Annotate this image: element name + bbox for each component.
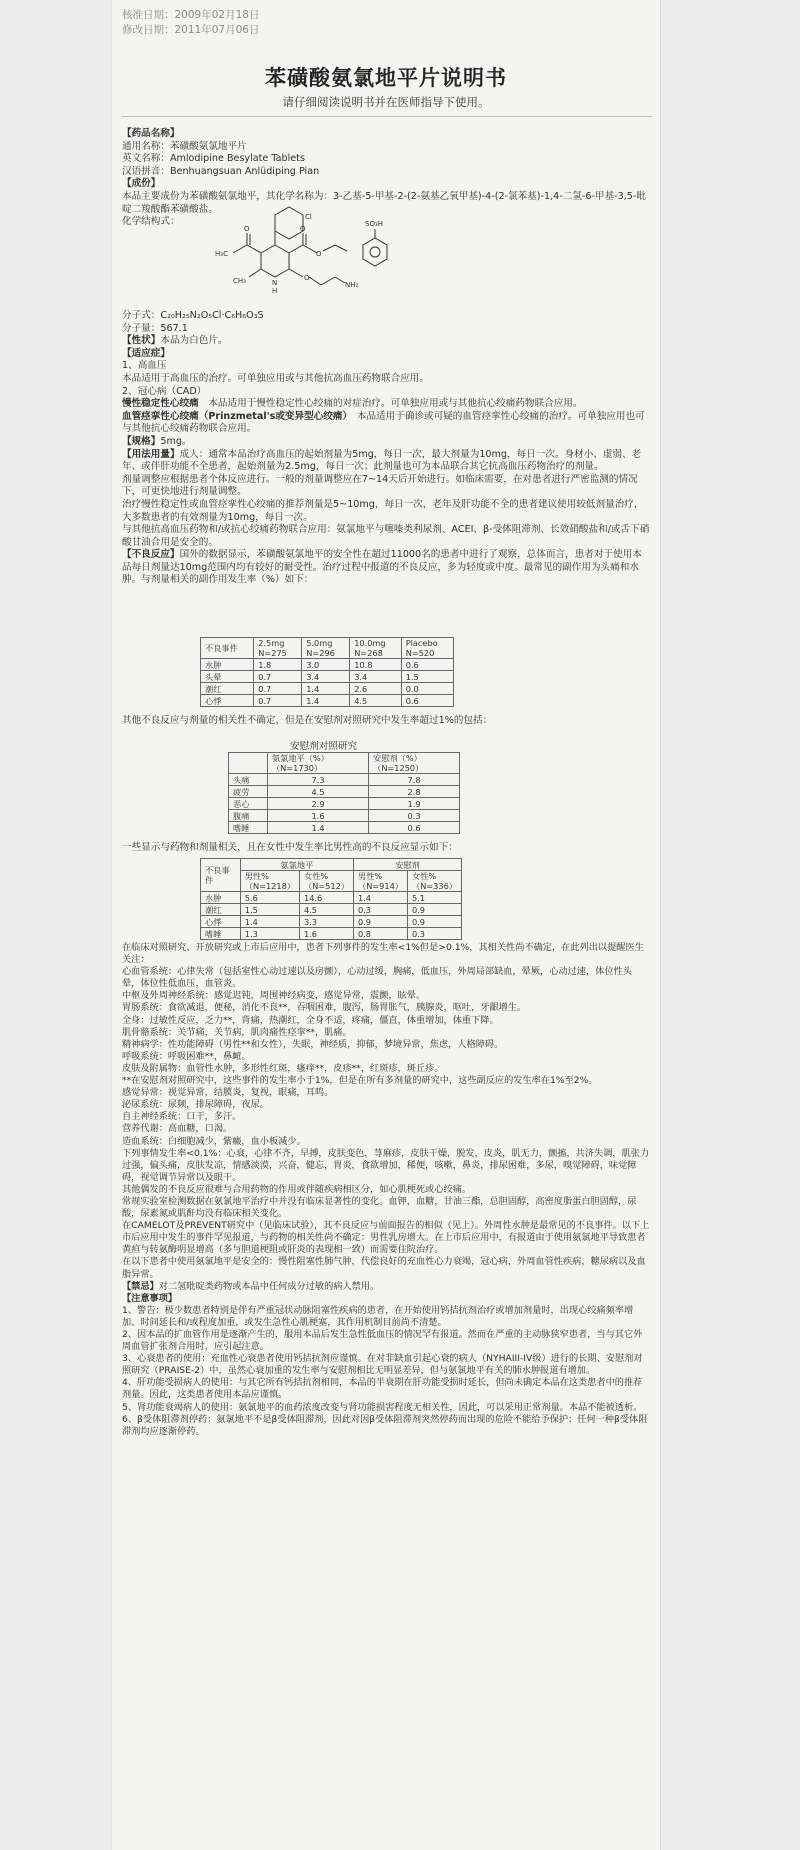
adverse-line: 皮肤及附属物：血管性水肿，多形性红斑，瘙痒**，皮疹**，红斑疹，斑丘疹。 — [122, 1062, 444, 1074]
adverse-line: 中枢及外周神经系统：感觉迟钝，周围神经病变，感觉异常，震颤，眩晕。 — [122, 990, 426, 1002]
table-row: 潮红 0.7 1.4 2.6 0.0 — [201, 683, 454, 695]
adverse-line: 胃肠系统：食欲减退，便秘，消化不良**，吞咽困难，腹泻，肠胃胀气，胰腺炎，呕吐，牙龈增生。 — [122, 1002, 527, 1014]
chem-label-ch3: CH₃ — [233, 277, 246, 285]
generic-name: 通用名称：苯磺酸氨氯地平片 — [122, 140, 247, 152]
spec-heading: 【规格】 — [122, 435, 161, 447]
approval-date: 核准日期：2009年02月18日 — [122, 9, 260, 21]
adverse-line: 精神病学：性功能障碍（男性**和女性），失眠，神经质，抑郁，梦境异常，焦虑，人格障碍。 — [122, 1038, 504, 1050]
adverse-line: **在安慰剂对照研究中，这些事件的发生率小于1%，但是在所有多剂量的研究中，这些副反应的发生率在1%至2%。 — [122, 1075, 598, 1087]
placebo-table-title: 安慰剂对照研究 — [290, 741, 358, 752]
adverse-line: 心血管系统：心律失常（包括室性心动过速以及房颤），心动过缓，胸痛，低血压，外周局部缺血，晕厥，心动过速，体位性头晕，体位性低血压，血管炎。 — [122, 966, 632, 990]
character-text: 本品为白色片。 — [160, 335, 228, 347]
table-row: 疲劳 4.5 2.8 — [229, 786, 460, 798]
adverse-line: 营养代谢：高血糖，口渴。 — [122, 1123, 233, 1135]
dosage-p4: 与其他抗高血压药物和/或抗心绞痛药物联合应用：氨氯地平与噻嗪类利尿剂、ACEI、β-受体阻滞剂、长效硝酸盐和/或舌下硝酸甘油合用是安全的。 — [122, 524, 650, 548]
contra-text: 对二氢吡啶类药物或本品中任何成分过敏的病人禁用。 — [158, 1280, 380, 1292]
chlorophenyl-ring — [275, 207, 303, 239]
table-row: 腹痛 1.6 0.3 — [229, 810, 460, 822]
stable-angina-label: 慢性稳定性心绞痛 — [122, 398, 199, 410]
adverse-p2: 其他不良反应与剂量的相关性不确定，但是在安慰剂对照研究中发生率超过1%的包括： — [122, 715, 493, 726]
chem-label-o2: O — [300, 225, 306, 233]
dosage-p1: 成人：通常本品治疗高血压的起始剂量为5mg，每日一次，最大剂量为10mg，每日一次。身材小、虚弱、老年、或伴肝功能不全患者，起始剂量为2.5mg，每日一次；此剂量也可为本品联合其它抗高血压药物治疗的剂量。 — [122, 448, 642, 473]
table-row: 不良事件 氨氯地平 安慰剂 — [201, 859, 462, 871]
precaution-item: 2、因本品的扩血管作用是逐渐产生的，服用本品后发生急性低血压的情况罕有报道。然而在严重的主动脉狭窄患者，当与其它外周血管扩张剂合用时，应引起注意。 — [122, 1329, 643, 1353]
section-adverse-rest — [122, 942, 650, 1438]
dose-adverse-table — [200, 637, 454, 707]
molecular-formula: 分子式：C₂₀H₂₅N₂O₅Cl·C₆H₆O₃S — [122, 310, 264, 321]
dosage-p3: 治疗慢性稳定性或血管痉挛性心绞痛的推荐剂量是5~10mg，每日一次，老年及肝功能不全的患者建议使用较低剂量治疗，大多数患者的有效剂量为10mg，每日一次。 — [122, 498, 644, 523]
table-row: 嗜睡 1.4 0.6 — [229, 822, 460, 834]
precaution-item: 6、β受体阻滞剂停药：氨氯地平不是β受体阻滞剂，因此对因β受体阻滞剂突然停药而出现的危险不能给予保护；任何一种β受体阻滞剂均应逐渐停药。 — [122, 1413, 648, 1437]
table-row: 潮红 1.5 4.5 0.3 0.9 — [201, 904, 462, 916]
dosage-heading: 【用法用量】 — [122, 448, 180, 460]
table-row: 水肿 5.6 14.6 1.4 5.1 — [201, 892, 462, 904]
adverse-line: 下列事情发生率<0.1%：心衰，心律不齐，早搏，皮肤变色，荨麻疹，皮肤干燥，脱发，皮炎，肌无力，颤搐，共济失调，肌张力过强，偏头痛，皮肤发凉，情感淡漠，兴奋，健忘，胃炎，食欲增加，稀便，咳嗽，鼻炎，排尿困难，多尿，嗅觉障碍，味觉障碍，视觉调节异常以及眼干。 — [122, 1147, 650, 1183]
document-title: 苯磺酸氨氯地平片说明书 — [265, 66, 507, 90]
table-row: 心悸 0.7 1.4 4.5 0.6 — [201, 695, 454, 707]
composition-heading: 【成份】 — [122, 178, 161, 190]
stable-angina-text: 本品适用于慢性稳定性心绞痛的对症治疗。可单独应用或与其他抗心绞痛药物联合应用。 — [198, 398, 583, 410]
indication-2: 2、冠心病（CAD） — [122, 385, 207, 397]
adverse-line: 全身：过敏性反应，乏力**，背痛，热潮红，全身不适，疼痛，僵直，体重增加，体重下降。 — [122, 1014, 499, 1026]
adverse-line: 肌骨骼系统：关节痛，关节病，肌肉痛性痉挛**，肌痛。 — [122, 1026, 352, 1038]
precaution-item: 1、警告：极少数患者特别是伴有严重冠状动脉阻塞性疾病的患者，在开始使用钙拮抗剂治疗或增加剂量时，出现心绞痛频率增加、时间延长和/或程度加重，或发生急性心肌梗塞，其作用机制目前尚不清楚。 — [122, 1304, 634, 1328]
indication-1: 1、高血压 — [122, 360, 167, 372]
adverse-p1: 国外的数据显示，苯磺酸氨氯地平的安全性在超过11000名的患者中进行了观察，总体而言，患者对于使用本品每日剂量达10mg范围内均有较好的耐受性。治疗过程中报道的不良反应，多为轻度或中度。最常见的副作用为头痛和水肿。与剂量相关的副作用发生率（%）如下： — [122, 549, 642, 586]
adverse-line: 常规实验室检测数据在氨氯地平治疗中并没有临床显著性的变化。血钾，血糖，甘油三酯，总胆固醇，高密度脂蛋白胆固醇，尿酸，尿素氮或肌酐均没有临床相关变化。 — [122, 1195, 637, 1220]
table-row: 恶心 2.9 1.9 — [229, 798, 460, 810]
vasospastic-angina-label: 血管痉挛性心绞痛（Prinzmetal's或变异型心绞痛） — [122, 410, 348, 422]
adverse-p3: 一些显示与药物和剂量相关，且在女性中发生率比男性高的不良反应显示如下： — [122, 842, 458, 853]
adverse-line: 其他偶发的不良反应很难与合用药物的作用或伴随疾病相区分，如心肌梗死或心绞痛。 — [122, 1183, 472, 1195]
pinyin-name: 汉语拼音：Benhuangsuan Anlüdiping Pian — [122, 165, 320, 177]
title-divider — [122, 116, 652, 117]
precaution-item: 3、心衰患者的使用：充血性心衰患者使用钙拮抗剂应谨慎。在对非缺血引起心衰的病人（NYHAIII-IV级）进行的长期、安慰剂对照研究（PRAISE-2）中，虽然心衰加重的发生率与安慰剂相比无明显差异，但与氨氯地平有关的肺水肿报道有增加。 — [122, 1353, 643, 1377]
table-row: 心悸 1.4 3.3 0.9 0.9 — [201, 916, 462, 928]
chem-label-so3h: SO₃H — [365, 220, 384, 228]
contra-heading: 【禁忌】 — [122, 1280, 159, 1292]
table-row: 男性% （N=1218） 女性% （N=512） 男性% （N=914） 女性% （N=336） — [201, 871, 462, 892]
indications-heading: 【适应症】 — [122, 347, 170, 359]
chem-label-o1: O — [244, 225, 250, 233]
indication-1-text: 本品适用于高血压的治疗。可单独应用或与其他抗高血压药物联合应用。 — [122, 372, 429, 384]
sex-adverse-table — [200, 858, 462, 940]
chem-label-o4: O — [304, 274, 310, 282]
character-heading: 【性状】 — [122, 335, 161, 347]
chem-label-h3c: H₃C — [215, 250, 228, 258]
chem-label-h: H — [272, 287, 278, 295]
adverse-line: 在CAMELOT及PREVENT研究中（见临床试验），其不良反应与前面报告的相似（见上）。外周性水肿是最常见的不良事件。以下上市后应用中发生的事件罕见报道，与药物的相关性尚不确定：男性乳房增大。在上市后应用中，有报道由于使用氨氯地平导致患者黄疸与转氨酶明显增高（多与胆道梗阻或肝炎的表现相一致）而需要住院治疗。 — [122, 1220, 650, 1256]
chem-label-cl: Cl — [305, 213, 312, 221]
adverse-heading: 【不良反应】 — [122, 549, 180, 561]
table-row: 水肿 1.8 3.0 10.8 0.6 — [201, 659, 454, 671]
adverse-line: 在临床对照研究、开放研究或上市后应用中，患者下列事件的发生率<1%但是>0.1%，其相关性尚不确定，在此列出以提醒医生关注： — [122, 942, 644, 966]
chem-label-n: N — [272, 279, 278, 287]
molecular-weight: 分子量：567.1 — [122, 322, 188, 334]
dihydropyridine-ring — [261, 245, 289, 277]
drug-name-heading: 【药品名称】 — [122, 128, 180, 139]
table-row: 氨氯地平（%） （N=1730） 安慰剂（%） （N=1250） — [229, 753, 460, 774]
adverse-line: 呼吸系统：呼吸困难**，鼻衄。 — [122, 1050, 251, 1062]
chemical-structure — [205, 205, 395, 310]
precaution-item: 5、肾功能衰竭病人的使用：氨氯地平的血药浓度改变与肾功能损害程度无相关性，因此，可以采用正常剂量。本品不能被透析。 — [122, 1401, 643, 1413]
dates — [122, 8, 259, 38]
section-properties — [122, 310, 650, 587]
precautions-heading: 【注意事项】 — [122, 1292, 178, 1304]
table-row: 头痛 7.3 7.8 — [229, 774, 460, 786]
precaution-item: 4、肝功能受损病人的使用：与其它所有钙拮抗剂相同，本品的半衰期在肝功能受损时延长，但尚未确定本品在这类患者中的推荐剂量。因此，这类患者使用本品应谨慎。 — [122, 1377, 643, 1401]
dosage-p2: 剂量调整应根据患者个体反应进行。一般的剂量调整应在7~14天后开始进行。如临床需要，在对患者进行严密监测的情况下，可更快地进行剂量调整。 — [122, 473, 638, 498]
placebo-table — [228, 752, 460, 834]
chem-label-nh2: NH₂ — [345, 281, 359, 289]
spec-text: 5mg。 — [160, 435, 192, 447]
structure-label: 化学结构式： — [122, 216, 180, 228]
table-row: 不良事件 2.5mg N=275 5.0mg N=296 10.0mg N=268 Placebo N=520 — [201, 638, 454, 659]
table-row: 嗜睡 1.3 1.6 0.8 0.3 — [201, 928, 462, 940]
chem-label-o3: O — [316, 250, 322, 258]
benzenesulfonic-ring — [363, 238, 387, 266]
adverse-line: 自主神经系统：口干，多汗。 — [122, 1111, 242, 1123]
revision-date: 修改日期：2011年07月06日 — [122, 24, 260, 36]
table-row: 头晕 0.7 3.4 3.4 1.5 — [201, 671, 454, 683]
document-subtitle: 请仔细阅读说明书并在医师指导下使用。 — [282, 95, 490, 109]
composition-text: 本品主要成份为苯磺酸氨氯地平，其化学名称为：3-乙基-5-甲基-2-(2-氨基乙氧甲基)-4-(2-氯苯基)-1,4-二氢-6-甲基-3,5-吡啶二羧酸酯苯磺酸盐。 — [122, 190, 646, 215]
vasospastic-angina-text: 本品适用于确诊或可疑的血管痉挛性心绞痛的治疗。可单独应用也可与其他抗心绞痛药物联合应用。 — [122, 410, 645, 435]
adverse-line: 在以下患者中使用氨氯地平是安全的：慢性阻塞性肺气肿，代偿良好的充血性心力衰竭，冠心病，外周血管性疾病，糖尿病以及血脂异常。 — [122, 1256, 646, 1280]
adverse-line: 造血系统：白细胞减少，紫癜，血小板减少。 — [122, 1135, 306, 1147]
english-name: 英文名称：Amlodipine Besylate Tablets — [122, 153, 305, 165]
adverse-line: 泌尿系统：尿频，排尿障碍，夜尿。 — [122, 1099, 269, 1111]
adverse-line: 感觉异常：视觉异常，结膜炎，复视，眼痛，耳鸣。 — [122, 1087, 334, 1099]
